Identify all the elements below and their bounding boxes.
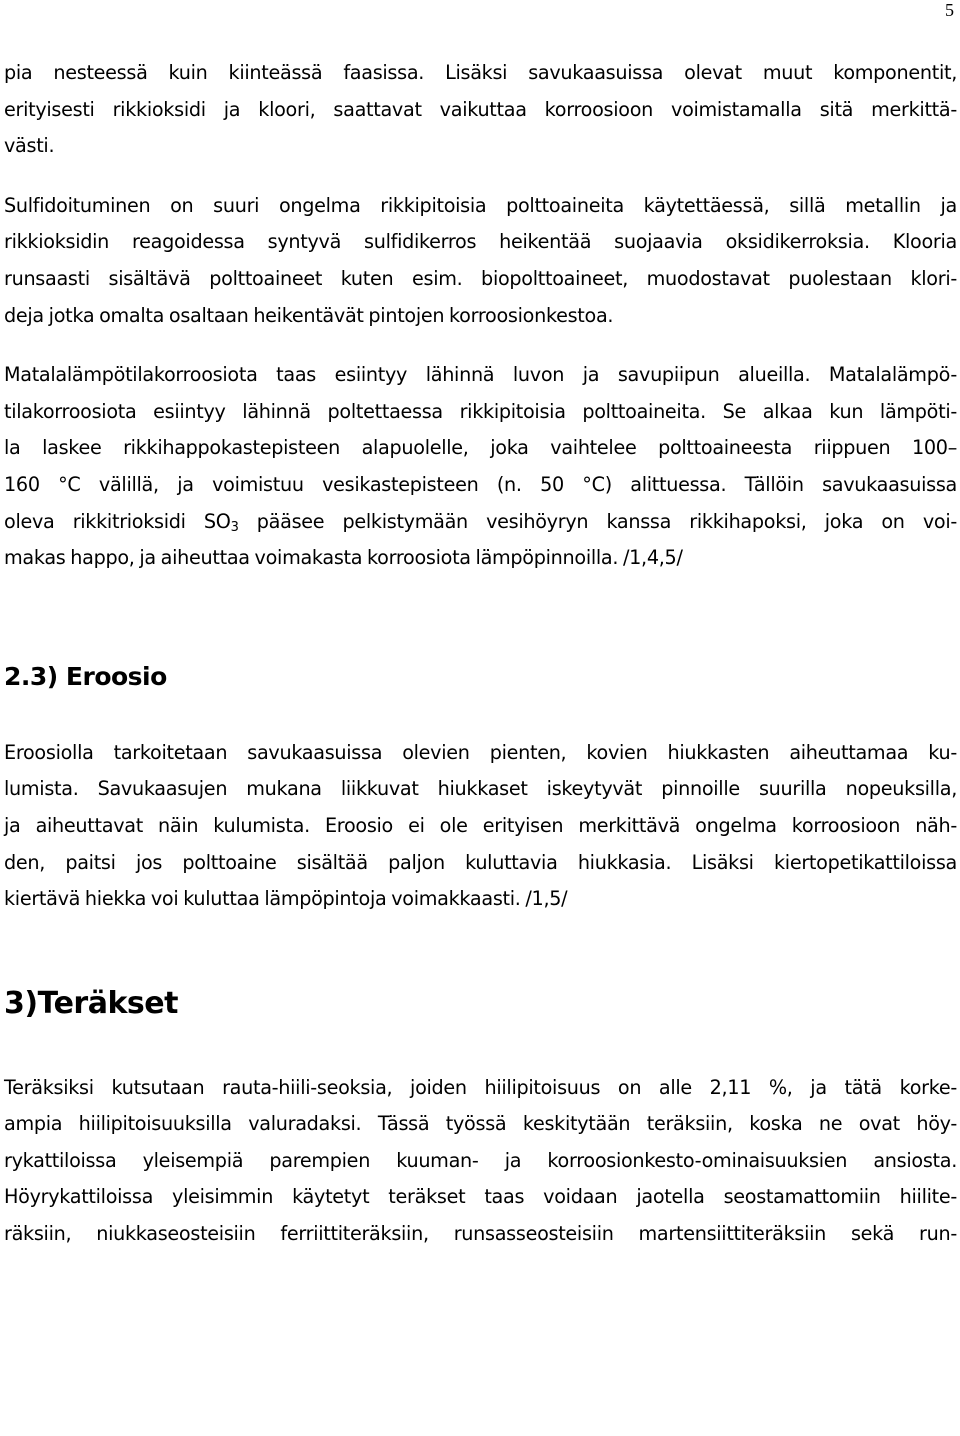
text-line: lumista. Savukaasujen mukana liikkuvat hiukkaset iskeytyvät pinnoille suurilla nopeuksilla, (4, 777, 957, 801)
text-line: kiertävä hiekka voi kuluttaa lämpöpintoja voimakkaasti. /1,5/ (4, 887, 568, 911)
text-line: deja jotka omalta osaltaan heikentävät pintojen korroosionkestoa. (4, 303, 614, 327)
text-line: Eroosiolla tarkoitetaan savukaasuissa olevien pienten, kovien hiukkasten aiheuttamaa ku- (4, 740, 957, 764)
paragraph-erosion (4, 735, 957, 918)
text-line: Matalalämpötilakorroosiota taas esiintyy lähinnä luvon ja savupiipun alueilla. Matalalämpö- (4, 363, 957, 387)
text-line: pia nesteessä kuin kiinteässä faasissa. Lisäksi savukaasuissa olevat muut komponentit, (4, 61, 957, 84)
text-line: rikkioksidin reagoidessa syntyvä sulfidikerros heikentää suojaavia oksidikerroksia. Klooria (4, 230, 957, 254)
text-line: ja aiheuttavat näin kulumista. Eroosio ei ole erityisen merkittävä ongelma korroosioon näh- (4, 813, 957, 837)
text-line: la laskee rikkihappokastepisteen alapuolelle, joka vaihtelee polttoaineesta riippuen 100– (4, 436, 957, 460)
text-line: räksiin, niukkaseosteisiin ferriittiteräksiin, runsasseosteisiin martensiittiteräksiin sekä run- (4, 1222, 957, 1246)
text-line: erityisesti rikkioksidi ja kloori, saattavat vaikuttaa korroosioon voimistamalla sitä merkittä- (4, 97, 957, 121)
paragraph-gas-components (4, 55, 957, 165)
paragraph-low-temperature-corrosion (4, 357, 957, 577)
document-body (4, 55, 957, 1253)
text-line: 160 °C välillä, ja voimistuu vesikastepisteen (n. 50 °C) alittuessa. Tällöin savukaasuissa (4, 472, 957, 496)
paragraph-sulfidation (4, 188, 957, 334)
text-line: Teräksiksi kutsutaan rauta-hiili-seoksia, joiden hiilipitoisuus on alle 2,11 %, ja tätä korke- (4, 1075, 957, 1099)
text-fragment: pääsee pelkistymään vesihöyryn kanssa rikkihapoksi, joka on voi- (238, 509, 958, 533)
text-line: den, paitsi jos polttoaine sisältää paljon kuluttavia hiukkasia. Lisäksi kiertopetikattiloissa (4, 850, 957, 874)
text-fragment: oleva rikkitrioksidi SO (4, 509, 231, 533)
text-line: runsaasti sisältävä polttoaineet kuten esim. biopolttoaineet, muodostavat puolestaan klori- (4, 266, 957, 290)
section-heading-steels: 3)Teräkset (4, 985, 178, 1021)
text-line: Sulfidoituminen on suuri ongelma rikkipitoisia polttoaineita käytettäessä, sillä metallin ja (4, 193, 957, 217)
text-line: ampia hiilipitoisuuksilla valuradaksi. Tässä työssä keskitytään teräksiin, koska ne ovat höy- (4, 1112, 957, 1136)
paragraph-steels (4, 1070, 957, 1253)
page-number: 5 (945, 0, 954, 20)
text-line: makas happo, ja aiheuttaa voimakasta korroosiota lämpöpinnoilla. /1,4,5/ (4, 546, 683, 570)
text-line: rykattiloissa yleisempiä parempien kuuman- ja korroosionkesto-ominaisuuksien ansiosta. (4, 1148, 957, 1172)
text-line-so3 (4, 504, 957, 541)
section-heading-erosion: 2.3) Eroosio (4, 661, 167, 691)
text-line: Höyrykattiloissa yleisimmin käytetyt teräkset taas voidaan jaotella seostamattomiin hiilite- (4, 1185, 957, 1209)
subscript: 3 (230, 519, 239, 535)
text-line: västi. (4, 134, 55, 158)
text-line: tilakorroosiota esiintyy lähinnä poltettaessa rikkipitoisia polttoaineita. Se alkaa kun lämpöti- (4, 399, 957, 423)
